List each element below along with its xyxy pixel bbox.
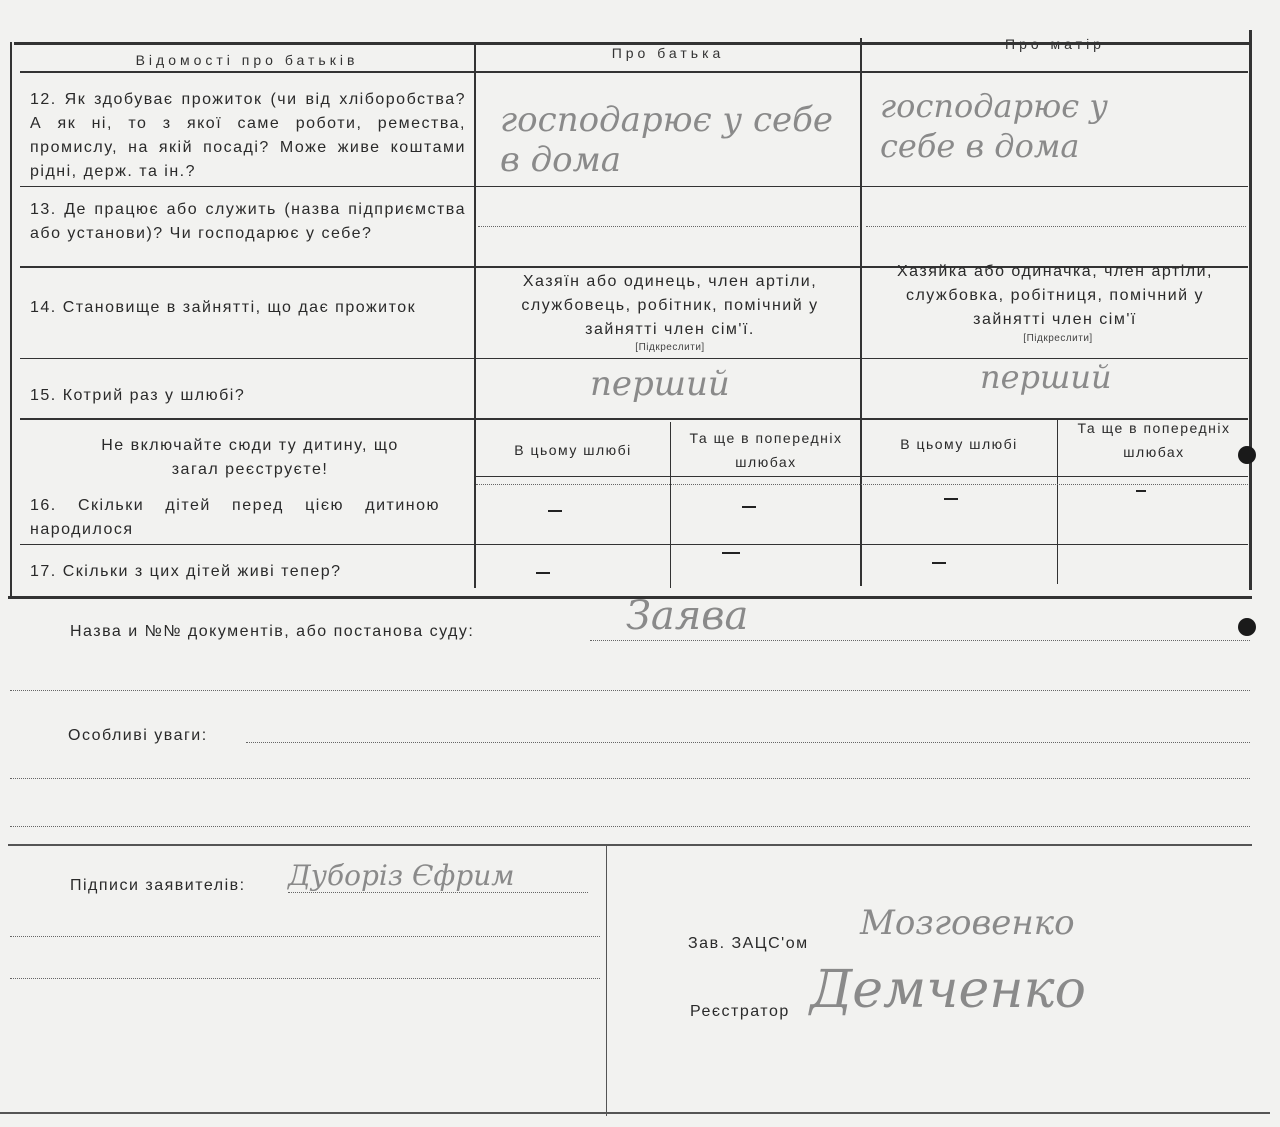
row-divider-16 xyxy=(20,544,1248,545)
question-17: 17. Скільки з цих дітей живі тепер? xyxy=(30,563,342,580)
header-parents-info: Відомості про батьків xyxy=(135,52,359,68)
zags-head-signature: Мозговенко xyxy=(860,903,1075,943)
guide-line-13b xyxy=(866,226,1246,227)
answer-16-father-this xyxy=(548,510,562,512)
subcol-divider-mother xyxy=(1057,418,1058,584)
remarks-line-3 xyxy=(10,826,1250,827)
question-15: 15. Котрий раз у шлюбі? xyxy=(30,387,246,404)
remarks-label: Особливі уваги: xyxy=(68,727,208,744)
header-about-mother: Про матір xyxy=(1005,36,1105,52)
subheader-father-this-marriage: В цьому шлюбі xyxy=(514,442,632,458)
underline-note-father: [Підкреслити] xyxy=(635,342,705,353)
answer-16-mother-this xyxy=(944,498,958,500)
zags-head-label: Зав. ЗАЦС'ом xyxy=(688,935,809,952)
signatures-line-1 xyxy=(288,892,588,893)
col-divider-1 xyxy=(474,44,476,588)
signatures-line-2 xyxy=(10,936,600,937)
subheader-mother-previous: Та ще в попередніх шлюбах xyxy=(1077,420,1231,460)
binder-hole-2 xyxy=(1238,618,1256,636)
children-note: Не включайте сюди ту дитину, що загал реєструєте! xyxy=(101,437,399,478)
question-14: 14. Становище в зайнятті, що дає прожиток xyxy=(30,299,417,316)
answer-17-father-this xyxy=(536,572,550,574)
answer-17-mother-this xyxy=(932,562,946,564)
documents-label: Назва и №№ документів, або постанова суду: xyxy=(70,623,475,640)
form-bottom-border xyxy=(0,1112,1270,1114)
answer-16-father-prev xyxy=(742,506,756,508)
signature-section-divider xyxy=(8,844,1252,846)
registrar-label: Реєстратор xyxy=(690,1003,790,1020)
signature-vertical-divider xyxy=(606,846,607,1116)
question-16: 16. Скільки дітей перед цією дитиною народилося xyxy=(30,497,440,538)
row-divider-12 xyxy=(20,186,1248,187)
answer-15-father: перший xyxy=(590,364,730,404)
registrar-signature: Демченко xyxy=(810,960,1086,1020)
answer-16-mother-prev xyxy=(1136,490,1146,492)
signatures-line-3 xyxy=(10,978,600,979)
remarks-line-2 xyxy=(10,778,1250,779)
col-divider-2 xyxy=(860,38,862,586)
subcol-divider-father xyxy=(670,422,671,588)
header-about-father: Про батька xyxy=(611,45,725,61)
row-divider-header xyxy=(20,71,1248,73)
binder-hole-1 xyxy=(1238,446,1256,464)
question-13: 13. Де працює або служить (назва підприємства або установи)? Чи господарює у себе? xyxy=(30,201,466,242)
options-14-father: Хазяїн або одинець, член артіли, службовець, робітник, помічний у зайнятті член сім'ї. xyxy=(521,273,819,338)
signatures-label: Підписи заявителів: xyxy=(70,877,246,894)
documents-line-1 xyxy=(590,640,1250,641)
subheader-father-previous: Та ще в попередніх шлюбах xyxy=(689,430,843,470)
answer-12-father: господарює у себе в дома xyxy=(500,100,833,180)
guide-line-16 xyxy=(476,484,1248,485)
applicant-signature: Дуборіз Єфрим xyxy=(288,859,515,892)
answer-15-mother: перший xyxy=(980,358,1112,396)
documents-line-2 xyxy=(10,690,1250,691)
table-border-right xyxy=(1249,30,1252,590)
row-divider-subheader xyxy=(476,476,1248,477)
remarks-line-1 xyxy=(246,742,1250,743)
guide-line-13a xyxy=(478,226,858,227)
answer-17-father-prev xyxy=(722,552,740,554)
table-border-left xyxy=(10,42,12,598)
options-14-mother: Хазяйка або одиначка, член артіли, службовка, робітниця, помічний у зайнятті член сім'ї xyxy=(896,263,1213,328)
answer-12-mother: господарює у себе в дома xyxy=(880,87,1108,165)
subheader-mother-this-marriage: В цьому шлюбі xyxy=(900,436,1018,452)
question-12: 12. Як здобуває прожиток (чи від хліборобства? А як ні, то з якої саме роботи, ремества, промислу, на якій посаді? Може живе коштами рідні, держ. та ін.? xyxy=(30,91,466,180)
documents-value: Заява xyxy=(626,593,749,639)
underline-note-mother: [Підкреслити] xyxy=(1023,333,1093,344)
